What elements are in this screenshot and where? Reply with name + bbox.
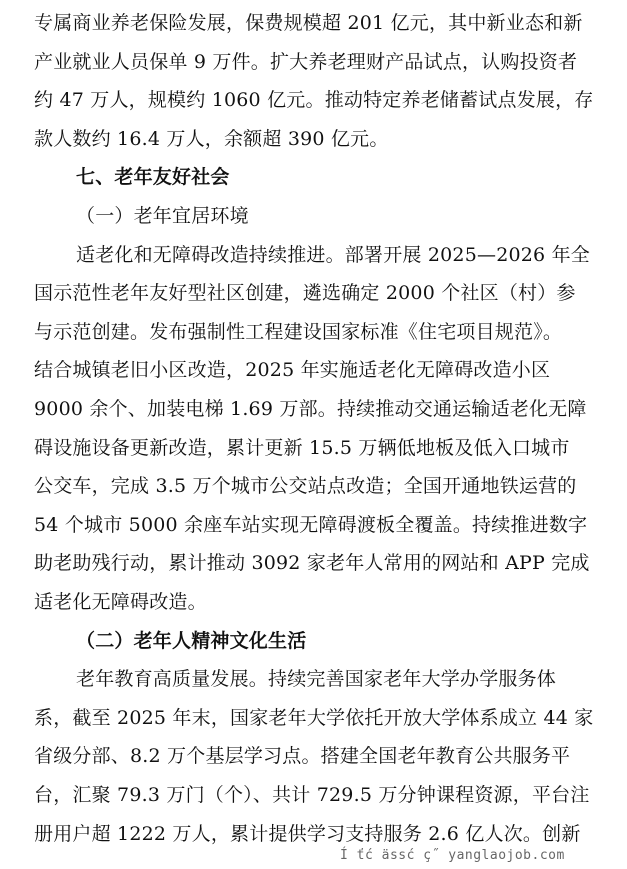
body-line: 适老化无障碍改造。 [34, 591, 207, 613]
body-line: 款人数约 16.4 万人，余额超 390 亿元。 [34, 128, 389, 150]
body-line: 约 47 万人，规模约 1060 亿元。推动特定养老储蓄试点发展，存 [34, 89, 594, 111]
body-line: 9000 余个、加装电梯 1.69 万部。持续推动交通运输适老化无障 [34, 398, 587, 420]
body-line: 系，截至 2025 年末，国家老年大学依托开放大学体系成立 44 家 [34, 707, 594, 729]
body-line: 与示范创建。发布强制性工程建设国家标准《住宅项目规范》。 [34, 321, 563, 343]
body-line: 册用户超 1222 万人，累计提供学习支持服务 2.6 亿人次。创新 [34, 823, 581, 845]
body-line: 老年教育高质量发展。持续完善国家老年大学办学服务体 [76, 668, 557, 690]
subsection-heading: （一）老年宜居环境 [76, 205, 249, 227]
body-line: 54 个城市 5000 余座车站实现无障碍渡板全覆盖。持续推进数字 [34, 514, 588, 536]
body-line: 助老助残行动，累计推动 3092 家老年人常用的网站和 APP 完成 [34, 552, 590, 574]
body-line: 专属商业养老保险发展，保费规模超 201 亿元，其中新业态和新 [34, 12, 583, 34]
subsection-heading: （二）老年人精神文化生活 [76, 630, 307, 652]
body-line: 省级分部、8.2 万个基层学习点。搭建全国老年教育公共服务平 [34, 745, 571, 767]
body-line: 适老化和无障碍改造持续推进。部署开展 2025—2026 年全 [76, 244, 590, 266]
body-line: 碍设施设备更新改造，累计更新 15.5 万辆低地板及低入口城市 [34, 437, 570, 459]
site-watermark: Í ťć ässć ç˝ yanglaojob.com [340, 848, 565, 863]
body-line: 公交车，完成 3.5 万个城市公交站点改造；全国开通地铁运营的 [34, 475, 577, 497]
body-line: 国示范性老年友好型社区创建，遴选确定 2000 个社区（村）参 [34, 282, 576, 304]
body-line: 台，汇聚 79.3 万门（个）、共计 729.5 万分钟课程资源，平台注 [34, 784, 590, 806]
section-heading: 七、老年友好社会 [76, 166, 230, 188]
body-line: 结合城镇老旧小区改造，2025 年实施适老化无障碍改造小区 [34, 359, 551, 381]
body-line: 产业就业人员保单 9 万件。扩大养老理财产品试点，认购投资者 [34, 51, 578, 73]
